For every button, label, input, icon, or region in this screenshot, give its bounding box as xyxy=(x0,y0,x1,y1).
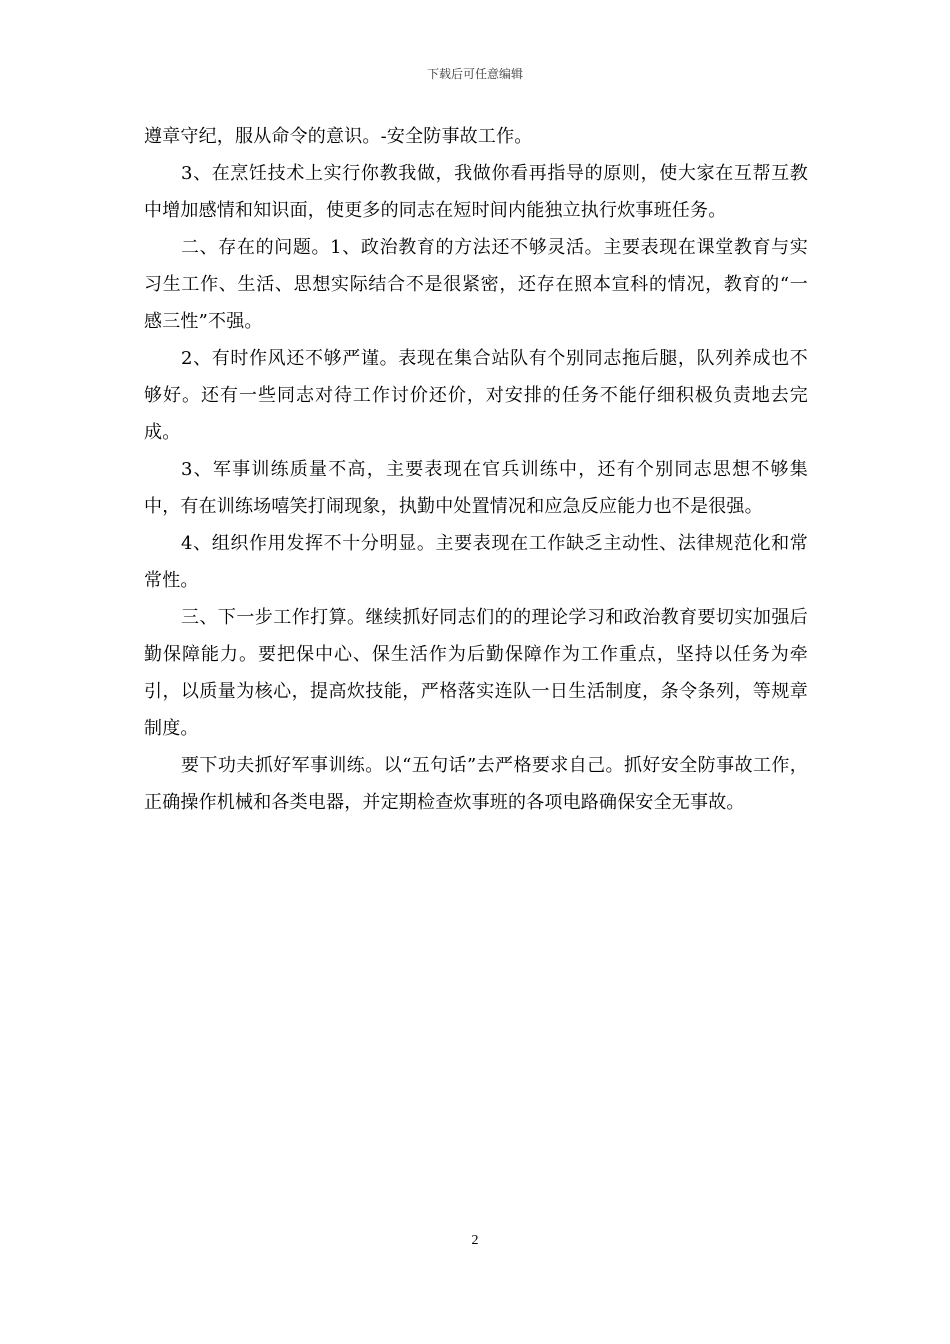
paragraph-7: 三、下一步工作打算。继续抓好同志们的的理论学习和政治教育要切实加强后勤保障能力。要把保中心、保生活作为后勤保障作为工作重点，坚持以任务为牵引，以质量为核心，提高炊技能，严格落实连队一日生活制度，条令条列，等规章制度。 xyxy=(144,607,808,739)
paragraph-2: 3、在烹饪技术上实行你教我做，我做你看再指导的原则，使大家在互帮互教中增加感情和知识面，使更多的同志在短时间内能独立执行炊事班任务。 xyxy=(144,163,808,221)
paragraph-4: 2、有时作风还不够严谨。表现在集合站队有个别同志拖后腿，队列养成也不够好。还有一些同志对待工作讨价还价，对安排的任务不能仔细积极负责地去完成。 xyxy=(144,348,808,443)
paragraph-8: 要下功夫抓好军事训练。以“五句话”去严格要求自己。抓好安全防事故工作，正确操作机械和各类电器，并定期检查炊事班的各项电路确保安全无事故。 xyxy=(144,755,808,813)
page-header: 下载后可任意编辑 xyxy=(426,67,523,81)
paragraph-6: 4、组织作用发挥不十分明显。主要表现在工作缺乏主动性、法律规范化和常常性。 xyxy=(144,533,808,591)
document-body xyxy=(144,118,808,821)
page-number: 2 xyxy=(471,1233,479,1248)
paragraph-5: 3、军事训练质量不高，主要表现在官兵训练中，还有个别同志思想不够集中，有在训练场嘻笑打闹现象，执勤中处置情况和应急反应能力也不是很强。 xyxy=(144,459,808,517)
paragraph-1: 遵章守纪，服从命令的意识。-安全防事故工作。 xyxy=(144,126,533,147)
paragraph-3: 二、存在的问题。1、政治教育的方法还不够灵活。主要表现在课堂教育与实习生工作、生活、思想实际结合不是很紧密，还存在照本宣科的情况，教育的“一感三性”不强。 xyxy=(144,237,808,332)
